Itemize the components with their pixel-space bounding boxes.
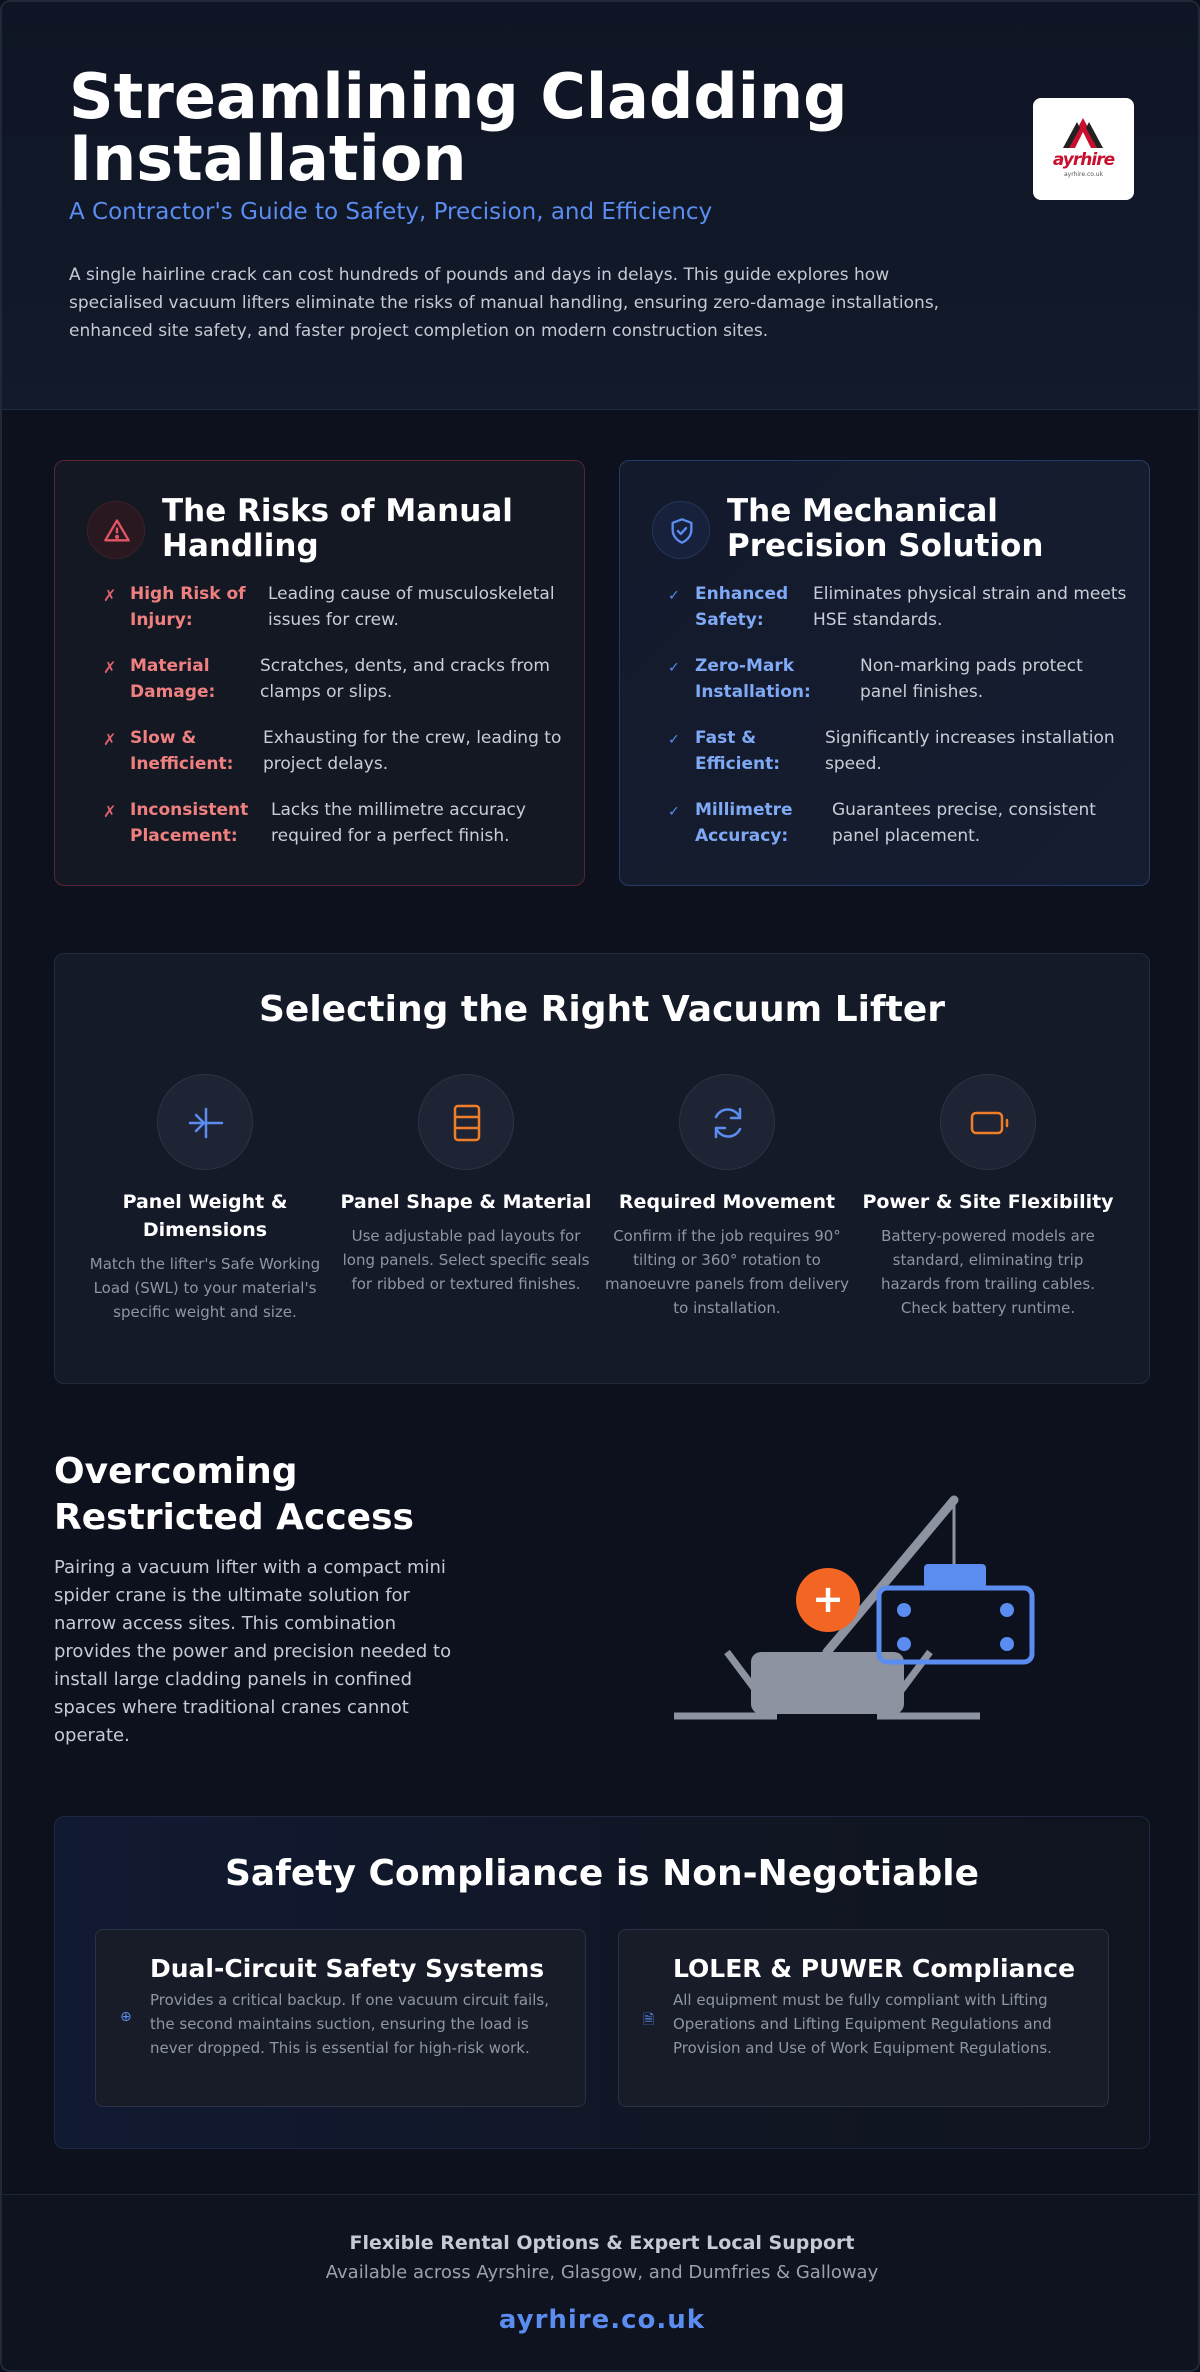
feature-shape — [340, 1074, 592, 1296]
risk-text: Lacks the millimetre accuracy required for a perfect finish. — [271, 800, 526, 846]
restricted-text: Pairing a vacuum lifter with a compact mini spider crane is the ultimate solution for narrow access sites. This combination provides the power and precision needed to install large cladding panels in confined spaces where traditional cranes cannot operate. — [54, 1557, 452, 1746]
ayrhire-logo[interactable] — [1033, 98, 1134, 200]
safety-card-title: LOLER & PUWER Compliance — [673, 1954, 1076, 1983]
risk-item — [103, 653, 563, 705]
feature-title: Panel Shape & Material — [340, 1191, 592, 1213]
risks-list — [103, 581, 563, 869]
feature-title: Power & Site Flexibility — [862, 1191, 1114, 1213]
risk-label: High Risk of Injury: — [130, 584, 246, 630]
restricted-title: Overcoming Restricted Access — [54, 1451, 414, 1538]
risks-title: The Risks of Manual Handling — [162, 493, 513, 564]
solution-label: Zero-Mark Installation: — [695, 656, 811, 702]
logo-mark-icon — [1033, 98, 1134, 158]
cross-icon: ✗ — [103, 658, 117, 677]
risk-label: Inconsistent Placement: — [130, 800, 249, 846]
risk-text: Scratches, dents, and cracks from clamps or slips. — [260, 656, 550, 702]
feature-desc: Use adjustable pad layouts for long panels. Select specific seals for ribbed or textured finishes. — [342, 1227, 590, 1293]
solution-item — [668, 653, 1128, 705]
feature-movement — [601, 1074, 853, 1320]
footer-tagline: Flexible Rental Options & Expert Local Support — [349, 2232, 855, 2254]
intro-text: A single hairline crack can cost hundreds of pounds and days in delays. This guide explores how specialised vacuum lifters eliminate the risks of manual handling, ensuring zero-damage installations, enhanced site safety, and faster project completion on modern construction sites. — [69, 265, 940, 341]
page-title: Streamlining Cladding Installation — [69, 60, 848, 195]
solution-text: Eliminates physical strain and meets HSE standards. — [813, 584, 1127, 630]
safety-card-title: Dual-Circuit Safety Systems — [150, 1954, 545, 1983]
feature-desc: Match the lifter's Safe Working Load (SWL) to your material's specific weight and size. — [89, 1255, 321, 1321]
risk-item — [103, 581, 563, 633]
feature-weight — [79, 1074, 331, 1324]
safety-card-desc: All equipment must be fully compliant with Lifting Operations and Lifting Equipment Regulations and Provision and Use of Work Equipment Regulations. — [673, 1991, 1052, 2057]
warning-triangle-icon — [87, 501, 145, 559]
cross-icon: ✗ — [103, 586, 117, 605]
selecting-title: Selecting the Right Vacuum Lifter — [258, 989, 946, 1030]
selecting-section — [54, 953, 1150, 1384]
solution-label: Fast & Efficient: — [695, 728, 781, 774]
feature-desc: Confirm if the job requires 90° tilting or 360° rotation to manoeuvre panels from delivery to installation. — [604, 1227, 850, 1317]
risk-item — [103, 797, 563, 849]
check-icon: ✓ — [668, 732, 680, 748]
risk-item — [103, 725, 563, 777]
rotate-icon — [679, 1074, 775, 1170]
risk-label: Slow & Inefficient: — [130, 728, 234, 774]
layers-icon — [418, 1074, 514, 1170]
website-link[interactable]: ayrhire.co.uk — [498, 2305, 706, 2335]
check-icon: ✓ — [668, 804, 680, 820]
logo-text: ayrhire — [1052, 150, 1115, 170]
solution-item — [668, 725, 1128, 777]
feature-title: Required Movement — [618, 1191, 836, 1213]
feature-title: Panel Weight & Dimensions — [122, 1191, 288, 1241]
solution-card — [619, 460, 1150, 886]
solution-title: The Mechanical Precision Solution — [727, 493, 1044, 564]
page-subtitle: A Contractor's Guide to Safety, Precision, and Efficiency — [69, 199, 713, 225]
solution-text: Guarantees precise, consistent panel placement. — [832, 800, 1096, 846]
solution-item — [668, 797, 1128, 849]
solution-list — [668, 581, 1128, 869]
document-icon: 🗎 — [643, 2012, 655, 2028]
safety-section — [54, 1816, 1150, 2149]
shield-check-icon — [652, 501, 710, 559]
safety-card-loler — [618, 1929, 1109, 2107]
safety-card-dual-circuit — [95, 1929, 586, 2107]
battery-icon — [940, 1074, 1036, 1170]
cross-icon: ✗ — [103, 802, 117, 821]
footer-areas: Available across Ayrshire, Glasgow, and Dumfries & Galloway — [325, 2262, 879, 2283]
solution-item — [668, 581, 1128, 633]
risk-label: Material Damage: — [130, 656, 216, 702]
risk-text: Leading cause of musculoskeletal issues for crew. — [268, 584, 555, 630]
solution-label: Millimetre Accuracy: — [695, 800, 793, 846]
solution-text: Significantly increases installation speed. — [825, 728, 1115, 774]
spider-crane-illustration — [662, 1482, 1062, 1732]
solution-label: Enhanced Safety: — [695, 584, 789, 630]
plus-symbol: + — [812, 1577, 844, 1621]
logo-tagline: ayrhire.co.uk — [1063, 171, 1104, 178]
feature-desc: Battery-powered models are standard, eliminating trip hazards from trailing cables. Check battery runtime. — [881, 1227, 1095, 1317]
target-icon: ⊕ — [120, 2009, 132, 2025]
risks-card — [54, 460, 585, 886]
cross-icon: ✗ — [103, 730, 117, 749]
safety-title: Safety Compliance is Non-Negotiable — [225, 1853, 979, 1894]
feature-power — [862, 1074, 1114, 1320]
safety-card-desc: Provides a critical backup. If one vacuum circuit fails, the second maintains suction, ensuring the load is never dropped. This is essential for high-risk work. — [150, 1991, 549, 2057]
risk-text: Exhausting for the crew, leading to project delays. — [263, 728, 562, 774]
solution-text: Non-marking pads protect panel finishes. — [860, 656, 1083, 702]
measure-icon — [157, 1074, 253, 1170]
check-icon: ✓ — [668, 588, 680, 604]
header — [2, 2, 1200, 410]
check-icon: ✓ — [668, 660, 680, 676]
footer — [2, 2194, 1200, 2372]
